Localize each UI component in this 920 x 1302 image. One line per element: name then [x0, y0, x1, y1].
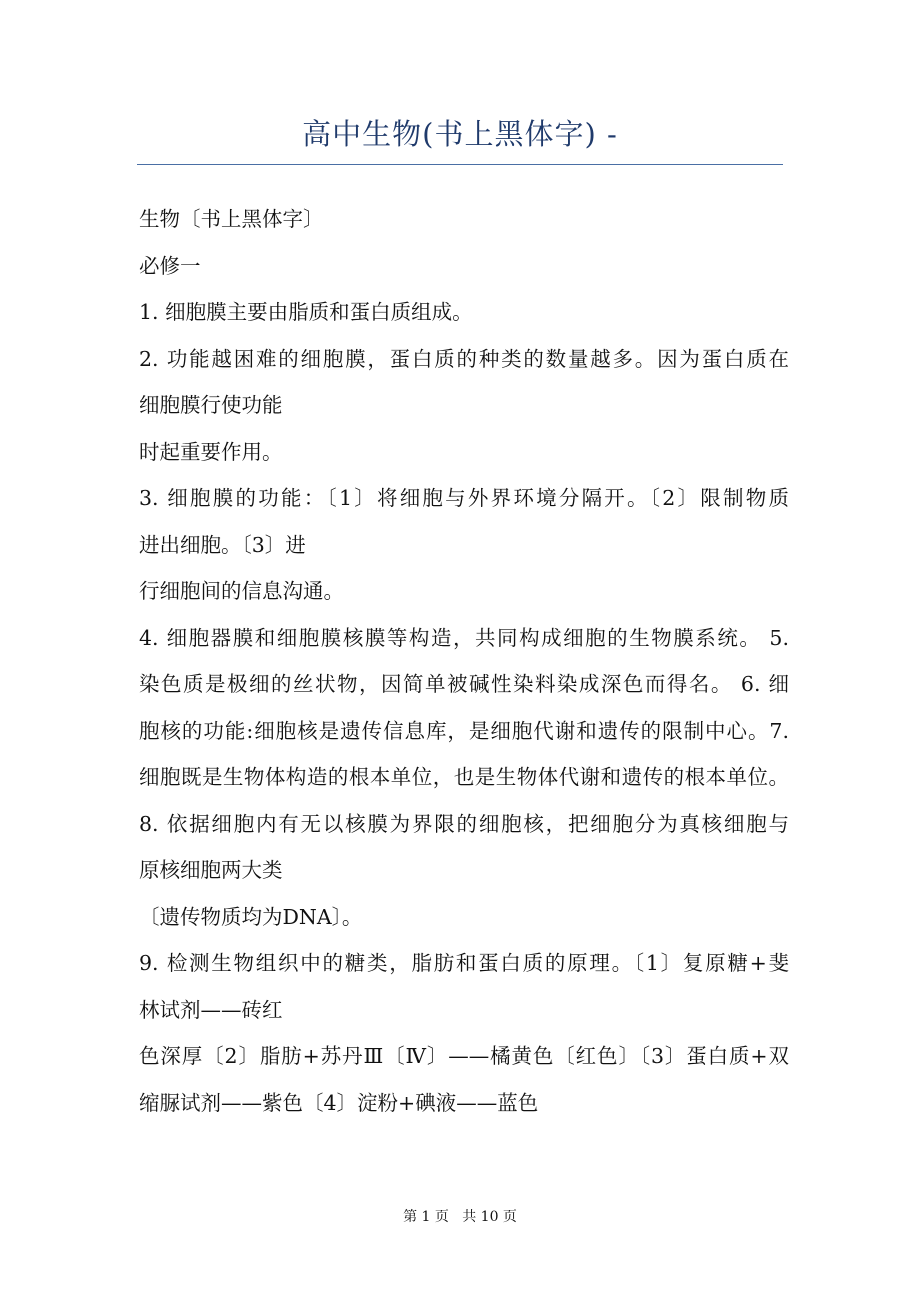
text-line: 缩脲试剂——紫色〔4〕淀粉+碘液——蓝色 [139, 1090, 539, 1115]
text-line: 林试剂——砖红 [139, 997, 283, 1022]
text-line: 4. 细胞器膜和细胞膜核膜等构造，共同构成细胞的生物膜系统。 5. [139, 625, 789, 650]
text-line: 进出细胞。〔3〕进 [139, 532, 306, 557]
text-line: 色深厚〔2〕脂肪+苏丹Ⅲ〔Ⅳ〕——橘黄色〔红色〕〔3〕蛋白质+双 [139, 1044, 789, 1068]
text-line: 1. 细胞膜主要由脂质和蛋白质组成。 [139, 300, 473, 324]
text-line: 行细胞间的信息沟通。 [139, 579, 344, 603]
page-title: 高中生物(书上黑体字) - [302, 117, 618, 151]
text-line: 9. 检测生物组织中的糖类，脂肪和蛋白质的原理。〔1〕复原糖+斐 [139, 951, 789, 975]
text-line: 必修一 [139, 253, 201, 278]
text-line: 8. 依据细胞内有无以核膜为界限的细胞核，把细胞分为真核细胞与 [139, 811, 789, 836]
text-line: 细胞膜行使功能 [139, 393, 283, 417]
text-line: 3. 细胞膜的功能：〔1〕将细胞与外界环境分隔开。〔2〕限制物质 [139, 486, 789, 510]
text-line: 时起重要作用。 [139, 439, 283, 464]
text-line: 〔遗传物质均为DNA〕。 [139, 904, 363, 929]
text-line: 染色质是极细的丝状物，因简单被碱性染料染成深色而得名。 6. 细 [139, 672, 789, 696]
text-line: 胞核的功能:细胞核是遗传信息库，是细胞代谢和遗传的限制中心。7. [139, 718, 789, 743]
text-line: 原核细胞两大类 [139, 858, 283, 882]
document-body [139, 196, 789, 1126]
page-footer: 第 1 页 共 10 页 [403, 1209, 517, 1225]
text-line: 细胞既是生物体构造的根本单位，也是生物体代谢和遗传的根本单位。 [139, 765, 789, 789]
text-line: 生物〔书上黑体字〕 [139, 207, 324, 231]
text-line: 2. 功能越困难的细胞膜，蛋白质的种类的数量越多。因为蛋白质在 [139, 346, 789, 371]
title-divider [137, 164, 783, 165]
